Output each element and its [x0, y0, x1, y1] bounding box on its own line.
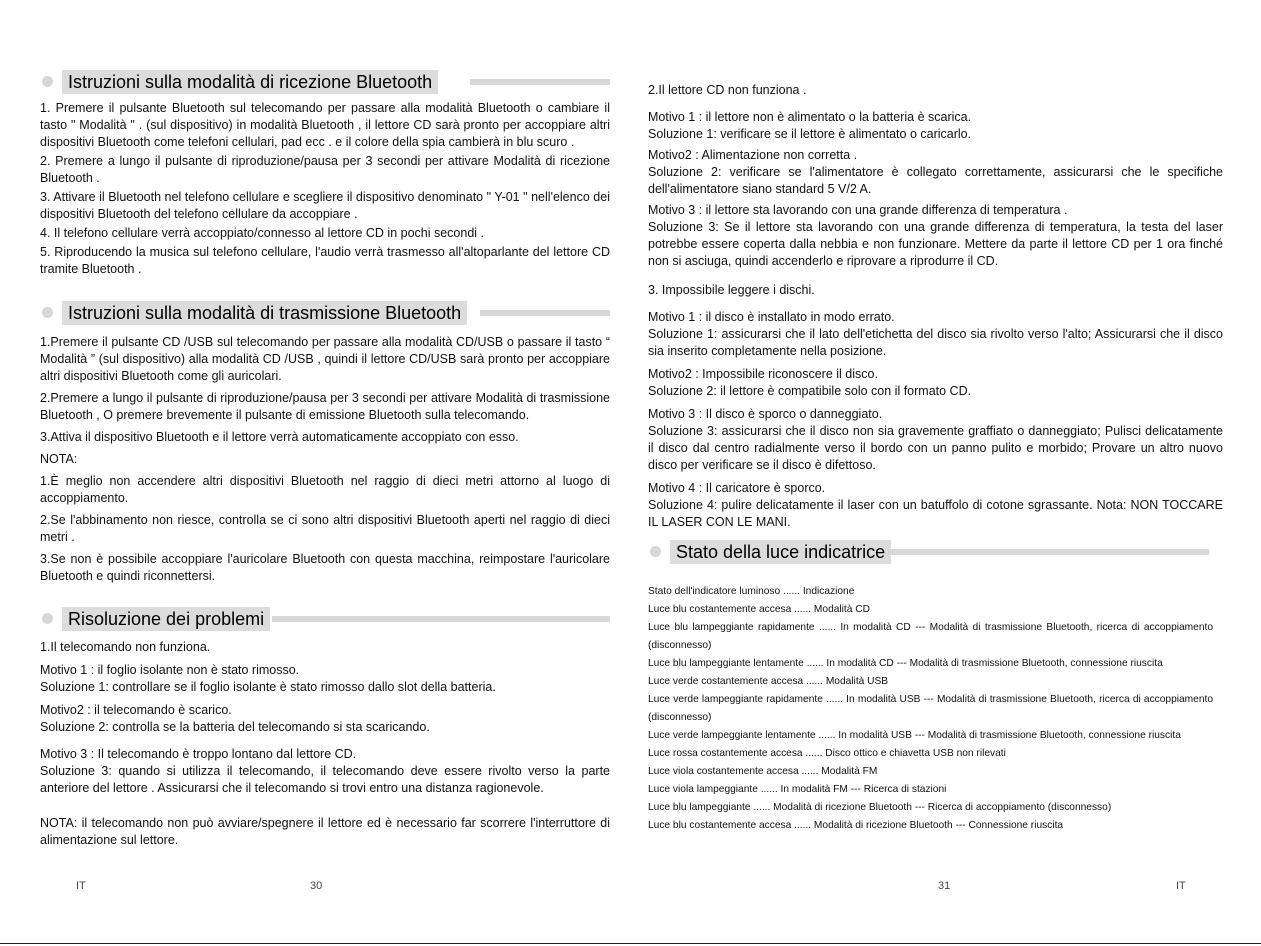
paragraph: NOTA:	[40, 452, 78, 466]
header-rule	[888, 549, 1209, 555]
header-rule	[480, 310, 610, 316]
list-item: Luce verde lampeggiante rapidamente ...... In modalità USB --- Modalità di trasmissione Bluetooth, ricerca di accoppiamento (disconnesso)	[648, 694, 1213, 723]
bullet-dot-icon	[650, 546, 661, 557]
paragraph: Motivo 1 : il lettore non è alimentato o la batteria è scarica.	[648, 110, 972, 124]
paragraph: Soluzione 1: verificare se il lettore è alimentato o caricarlo.	[648, 127, 972, 141]
list-item: Luce blu lampeggiante ...... Modalità di ricezione Bluetooth --- Ricerca di accoppiamento (disconnesso)	[648, 802, 1112, 813]
paragraph: Soluzione 3: Se il lettore sta lavorando con una grande differenza di temperatura, la testa del laser potrebbe essere coperta dalla nebbia e non funzionare. Mettere da parte il lettore CD per 1 ora finché non si asciuga, quindi accenderlo e riprovare a riprodurre il CD.	[648, 220, 1223, 268]
discs-body	[648, 282, 1223, 531]
list-item: Luce verde costantemente accesa ...... Modalità USB	[648, 676, 889, 687]
section-title: Stato della luce indicatrice	[670, 540, 891, 564]
cd-player-body	[648, 82, 1223, 270]
paragraph: Motivo 4 : Il caricatore è sporco.	[648, 481, 826, 495]
paragraph: 2.Premere a lungo il pulsante di riproduzione/pausa per 3 secondi per attivare Modalità di trasmissione Bluetooth , O premere brevemente il pulsante di emissione Bluetooth sulla telecomando.	[40, 391, 610, 422]
footer-lang: IT	[1176, 880, 1186, 892]
section-header-bt-receive	[40, 69, 610, 95]
section-header-troubleshooting	[40, 606, 610, 632]
footer-lang: IT	[76, 880, 86, 892]
paragraph: 2.Se l'abbinamento non riesce, controlla se ci sono altri dispositivi Bluetooth aperti nel raggio di dieci metri .	[40, 513, 610, 544]
paragraph: NOTA: il telecomando non può avviare/spegnere il lettore ed è necessario far scorrere l'interruttore di alimentazione sul lettore.	[40, 816, 610, 847]
section-header-bt-transmit	[40, 300, 610, 326]
paragraph: 3.Se non è possibile accoppiare l'auricolare Bluetooth con questa macchina, reimpostare l'auricolare Bluetooth e quindi riconnettersi.	[40, 552, 610, 583]
section-header-indicator	[648, 539, 1223, 565]
paragraph: Motivo 1 : il foglio isolante non è stato rimosso.	[40, 663, 300, 677]
paragraph: 1. Premere il pulsante Bluetooth sul telecomando per passare alla modalità Bluetooth o cambiare il tasto " Modalità " . (sul dispositivo) in modalità Bluetooth , il lettore CD sarà pronto per accoppiare altri dispositivi Bluetooth come telefoni cellulari, pad ecc . e il colore della spia cambierà in blu scuro .	[40, 101, 610, 149]
paragraph: Soluzione 1: controllare se il foglio isolante è stato rimosso dallo slot della batteria.	[40, 680, 496, 694]
page-number: 31	[938, 880, 951, 892]
paragraph: 2. Premere a lungo il pulsante di riproduzione/pausa per 3 secondi per attivare Modalità di ricezione Bluetooth .	[40, 154, 610, 185]
paragraph: Soluzione 2: controlla se la batteria del telecomando si sta scaricando.	[40, 720, 430, 734]
section-title: Risoluzione dei problemi	[62, 607, 270, 631]
list-item: Luce viola lampeggiante ...... In modalità FM --- Ricerca di stazioni	[648, 784, 947, 795]
page-number: 30	[310, 880, 323, 892]
paragraph: 5. Riproducendo la musica sul telefono cellulare, l'audio verrà trasmesso all'altoparlante del lettore CD tramite Bluetooth .	[40, 245, 610, 276]
paragraph: 4. Il telefono cellulare verrà accoppiato/connesso al lettore CD in pochi secondi .	[40, 226, 485, 240]
right-page	[648, 0, 1223, 946]
paragraph: 3.Attiva il dispositivo Bluetooth e il lettore verrà automaticamente accoppiato con esso.	[40, 430, 519, 444]
paragraph: Soluzione 3: quando si utilizza il telecomando, il telecomando deve essere rivolto verso la parte anteriore del lettore . Assicurarsi che il telecomando si trovi entro una distanza ragionevole.	[40, 764, 610, 795]
header-rule	[272, 616, 610, 622]
paragraph: 1.Il telecomando non funziona.	[40, 640, 211, 654]
left-page	[40, 0, 610, 946]
paragraph: Soluzione 2: verificare se l'alimentatore è collegato correttamente, assicurarsi che le specifiche dell'alimentatore siano standard 5 V/2 A.	[648, 165, 1223, 196]
indicator-table	[648, 583, 1213, 835]
bt-receive-body	[40, 100, 610, 278]
paragraph: Motivo2 : il telecomando è scarico.	[40, 703, 232, 717]
paragraph: Motivo2 : Impossibile riconoscere il disco.	[648, 367, 878, 381]
paragraph: Soluzione 1: assicurarsi che il lato dell'etichetta del disco sia rivolto verso l'alto; Assicurarsi che il disco sia inserito completamente nella posizione.	[648, 327, 1223, 358]
bullet-dot-icon	[42, 307, 53, 318]
list-item: Luce blu lampeggiante rapidamente ...... In modalità CD --- Modalità di trasmissione Bluetooth, ricerca di accoppiamento (disconnesso)	[648, 622, 1213, 651]
bottom-border	[0, 943, 1261, 944]
paragraph: Motivo 3 : Il disco è sporco o danneggiato.	[648, 407, 883, 421]
paragraph: Soluzione 3: assicurarsi che il disco non sia gravemente graffiato o danneggiato; Pulisci delicatamente il disco dal centro radialmente verso il bordo con un panno pulito e morbido; Provare un altro nuovo disco per verificare se il disco è difettoso.	[648, 424, 1223, 472]
bullet-dot-icon	[42, 76, 53, 87]
list-item: Luce rossa costantemente accesa ...... Disco ottico e chiavetta USB non rilevati	[648, 748, 1006, 759]
paragraph: Motivo 1 : il disco è installato in modo errato.	[648, 310, 895, 324]
section-title: Istruzioni sulla modalità di trasmissione Bluetooth	[62, 301, 467, 325]
paragraph: 3. Impossibile leggere i dischi.	[648, 283, 815, 297]
section-title: Istruzioni sulla modalità di ricezione Bluetooth	[62, 70, 438, 94]
bullet-dot-icon	[42, 613, 53, 624]
paragraph: 1.Premere il pulsante CD /USB sul telecomando per passare alla modalità CD/USB o passare il tasto “ Modalità ” (sul dispositivo) alla modalità CD /USB , quindi il lettore CD/USB sarà pronto per accoppiare altri dispositivi Bluetooth come gli auricolari.	[40, 335, 610, 383]
paragraph: Motivo2 : Alimentazione non corretta .	[648, 148, 858, 162]
paragraph: 1.È meglio non accendere altri dispositivi Bluetooth nel raggio di dieci metri attorno al luogo di accoppiamento.	[40, 474, 610, 505]
troubleshooting-body	[40, 639, 610, 849]
paragraph: Soluzione 2: il lettore è compatibile solo con il formato CD.	[648, 384, 972, 398]
list-item: Luce viola costantemente accesa ...... Modalità FM	[648, 766, 878, 777]
paragraph: 2.Il lettore CD non funziona .	[648, 83, 807, 97]
list-item: Luce blu lampeggiante lentamente ...... In modalità CD --- Modalità di trasmissione Bluetooth, connessione riuscita	[648, 658, 1163, 669]
bt-transmit-body	[40, 334, 610, 585]
paragraph: Soluzione 4: pulire delicatamente il laser con un batuffolo di cotone sgrassante. Nota: NON TOCCARE IL LASER CON LE MANI.	[648, 498, 1223, 529]
list-item: Stato dell'indicatore luminoso ...... Indicazione	[648, 586, 855, 597]
list-item: Luce blu costantemente accesa ...... Modalità CD	[648, 604, 870, 615]
paragraph: Motivo 3 : Il telecomando è troppo lontano dal lettore CD.	[40, 747, 357, 761]
paragraph: Motivo 3 : il lettore sta lavorando con una grande differenza di temperatura .	[648, 203, 1068, 217]
list-item: Luce verde lampeggiante lentamente ...... In modalità USB --- Modalità di trasmissione Bluetooth, connessione riuscita	[648, 730, 1181, 741]
paragraph: 3. Attivare il Bluetooth nel telefono cellulare e scegliere il dispositivo denominato " Y-01 " nell'elenco dei dispositivi Bluetooth del telefono cellulare da accoppiare .	[40, 190, 610, 221]
list-item: Luce blu costantemente accesa ...... Modalità di ricezione Bluetooth --- Connessione riuscita	[648, 820, 1064, 831]
header-rule	[470, 79, 610, 85]
